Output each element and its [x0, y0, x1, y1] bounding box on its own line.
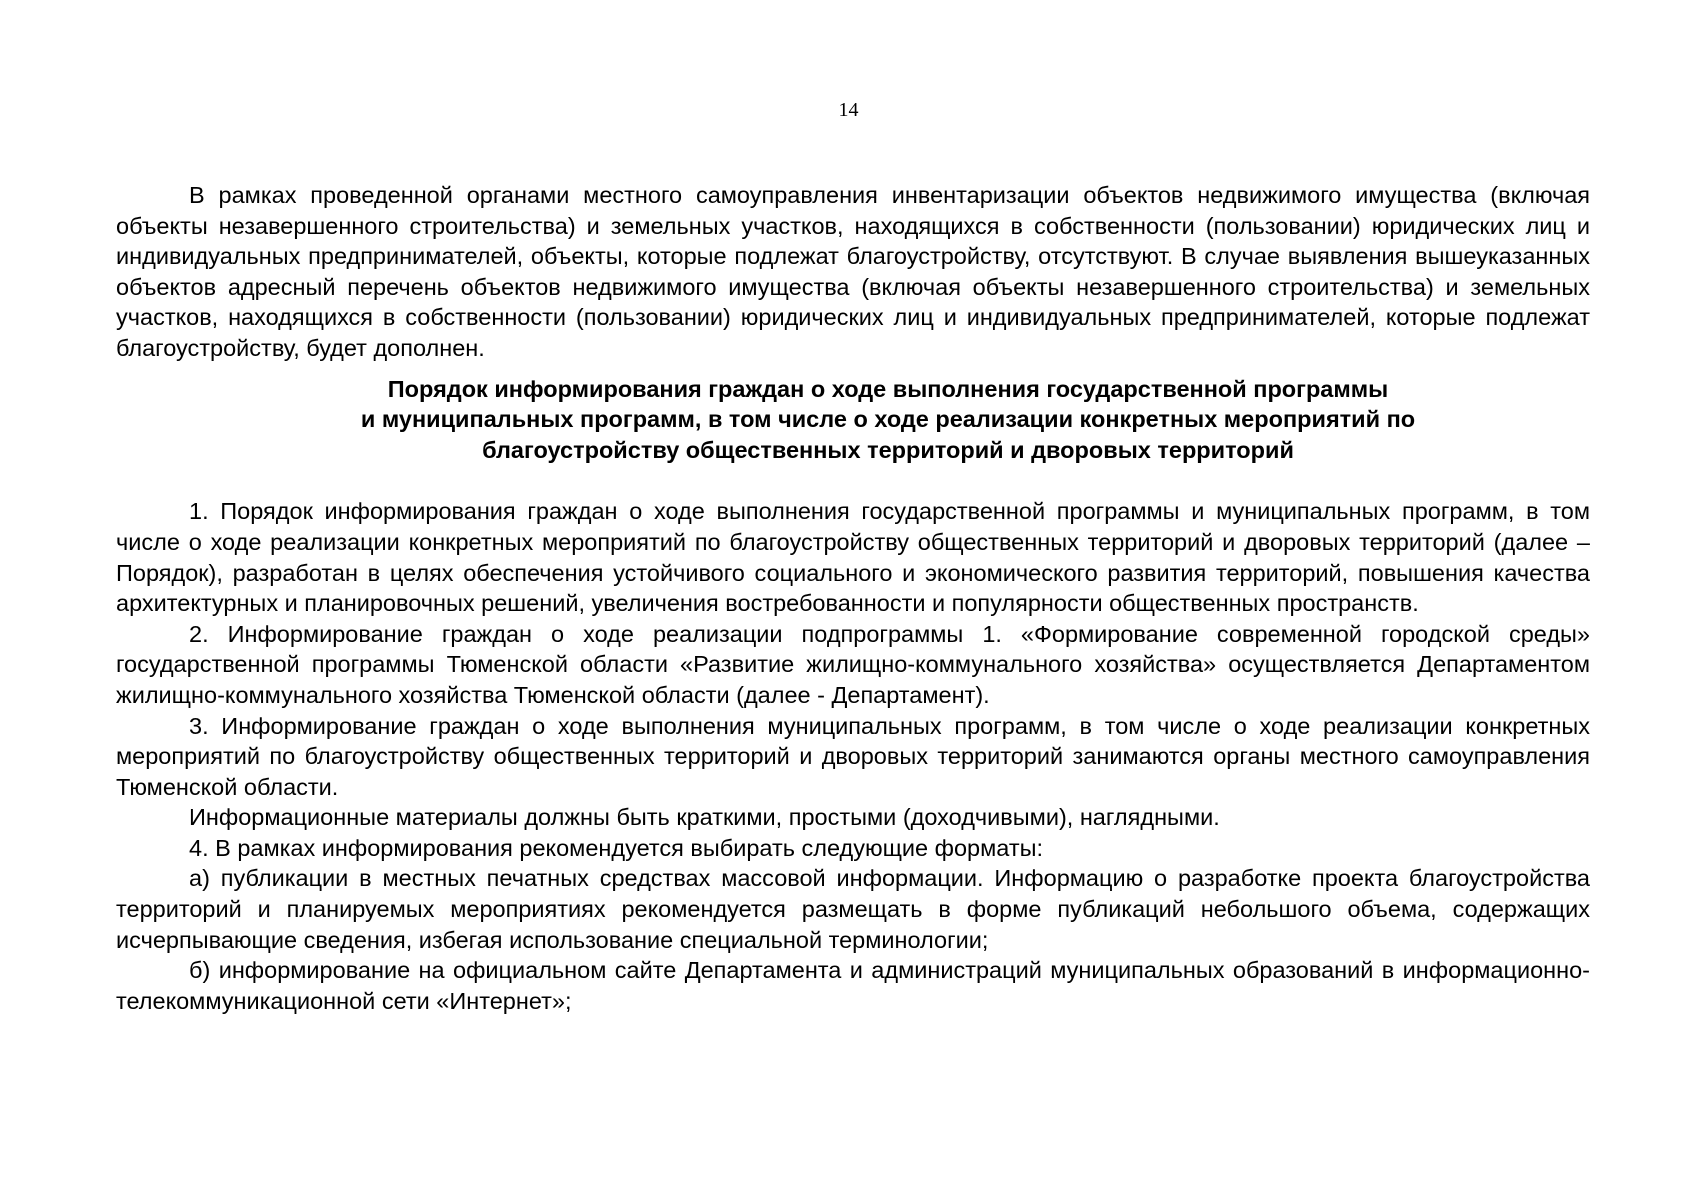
paragraph-item-4a: а) публикации в местных печатных средствах массовой информации. Информацию о разработке проекта благоустройства территорий и планируемых мероприятиях рекомендуется размещать в форме публикаций небольшого объема, содержащих исчерпывающие сведения, избегая использование специальной терминологии; [116, 865, 1590, 953]
paragraph-item-3: 3. Информирование граждан о ходе выполнения муниципальных программ, в том числе о ходе реализации конкретных мероприятий по благоустройству общественных территорий и дворовых территорий занимаются органы местного самоуправления Тюменской области. [116, 712, 1590, 800]
section-heading-line: Порядок информирования граждан о ходе выполнения государственной программы [387, 375, 1389, 402]
paragraph-item-4b: б) информирование на официальном сайте Департамента и администраций муниципальных образований в информационно-телекоммуникационной сети «Интернет»; [116, 957, 1590, 1014]
section-spacer [116, 465, 1590, 496]
intro-paragraph: В рамках проведенной органами местного самоуправления инвентаризации объектов недвижимого имущества (включая объекты незавершенного строительства) и земельных участков, находящихся в собственности (пользовании) юридических лиц и индивидуальных предпринимателей, объекты, которые подлежат благоустройству, отсутствуют. В случае выявления вышеуказанных объектов адресный перечень объектов недвижимого имущества (включая объекты незавершенного строительства) и земельных участков, находящихся в собственности (пользовании) юридических лиц и индивидуальных предпринимателей, которые подлежат благоустройству, будет дополнен. [116, 182, 1590, 361]
paragraph-item-4: 4. В рамках информирования рекомендуется выбирать следующие форматы: [189, 834, 1044, 861]
paragraph-item-2: 2. Информирование граждан о ходе реализации подпрограммы 1. «Формирование современной городской среды» государственной программы Тюменской области «Развитие жилищно-коммунального хозяйства» осуществляется Департаментом жилищно-коммунального хозяйства Тюменской области (далее - Департамент). [116, 620, 1590, 708]
section-heading-line: благоустройству общественных территорий и дворовых территорий [482, 436, 1294, 463]
paragraph-materials: Информационные материалы должны быть краткими, простыми (доходчивыми), наглядными. [189, 804, 1220, 831]
section-heading-line: и муниципальных программ, в том числе о ходе реализации конкретных мероприятий по [360, 406, 1416, 433]
section-heading [116, 374, 1590, 466]
page-number: 14 [838, 99, 859, 121]
document-body [116, 180, 1590, 1016]
paragraph-item-1: 1. Порядок информирования граждан о ходе выполнения государственной программы и муниципальных программ, в том числе о ходе реализации конкретных мероприятий по благоустройству общественных территорий и дворовых территорий (далее – Порядок), разработан в целях обеспечения устойчивого социального и экономического развития территорий, повышения качества архитектурных и планировочных решений, увеличения востребованности и популярности общественных пространств. [116, 498, 1590, 617]
